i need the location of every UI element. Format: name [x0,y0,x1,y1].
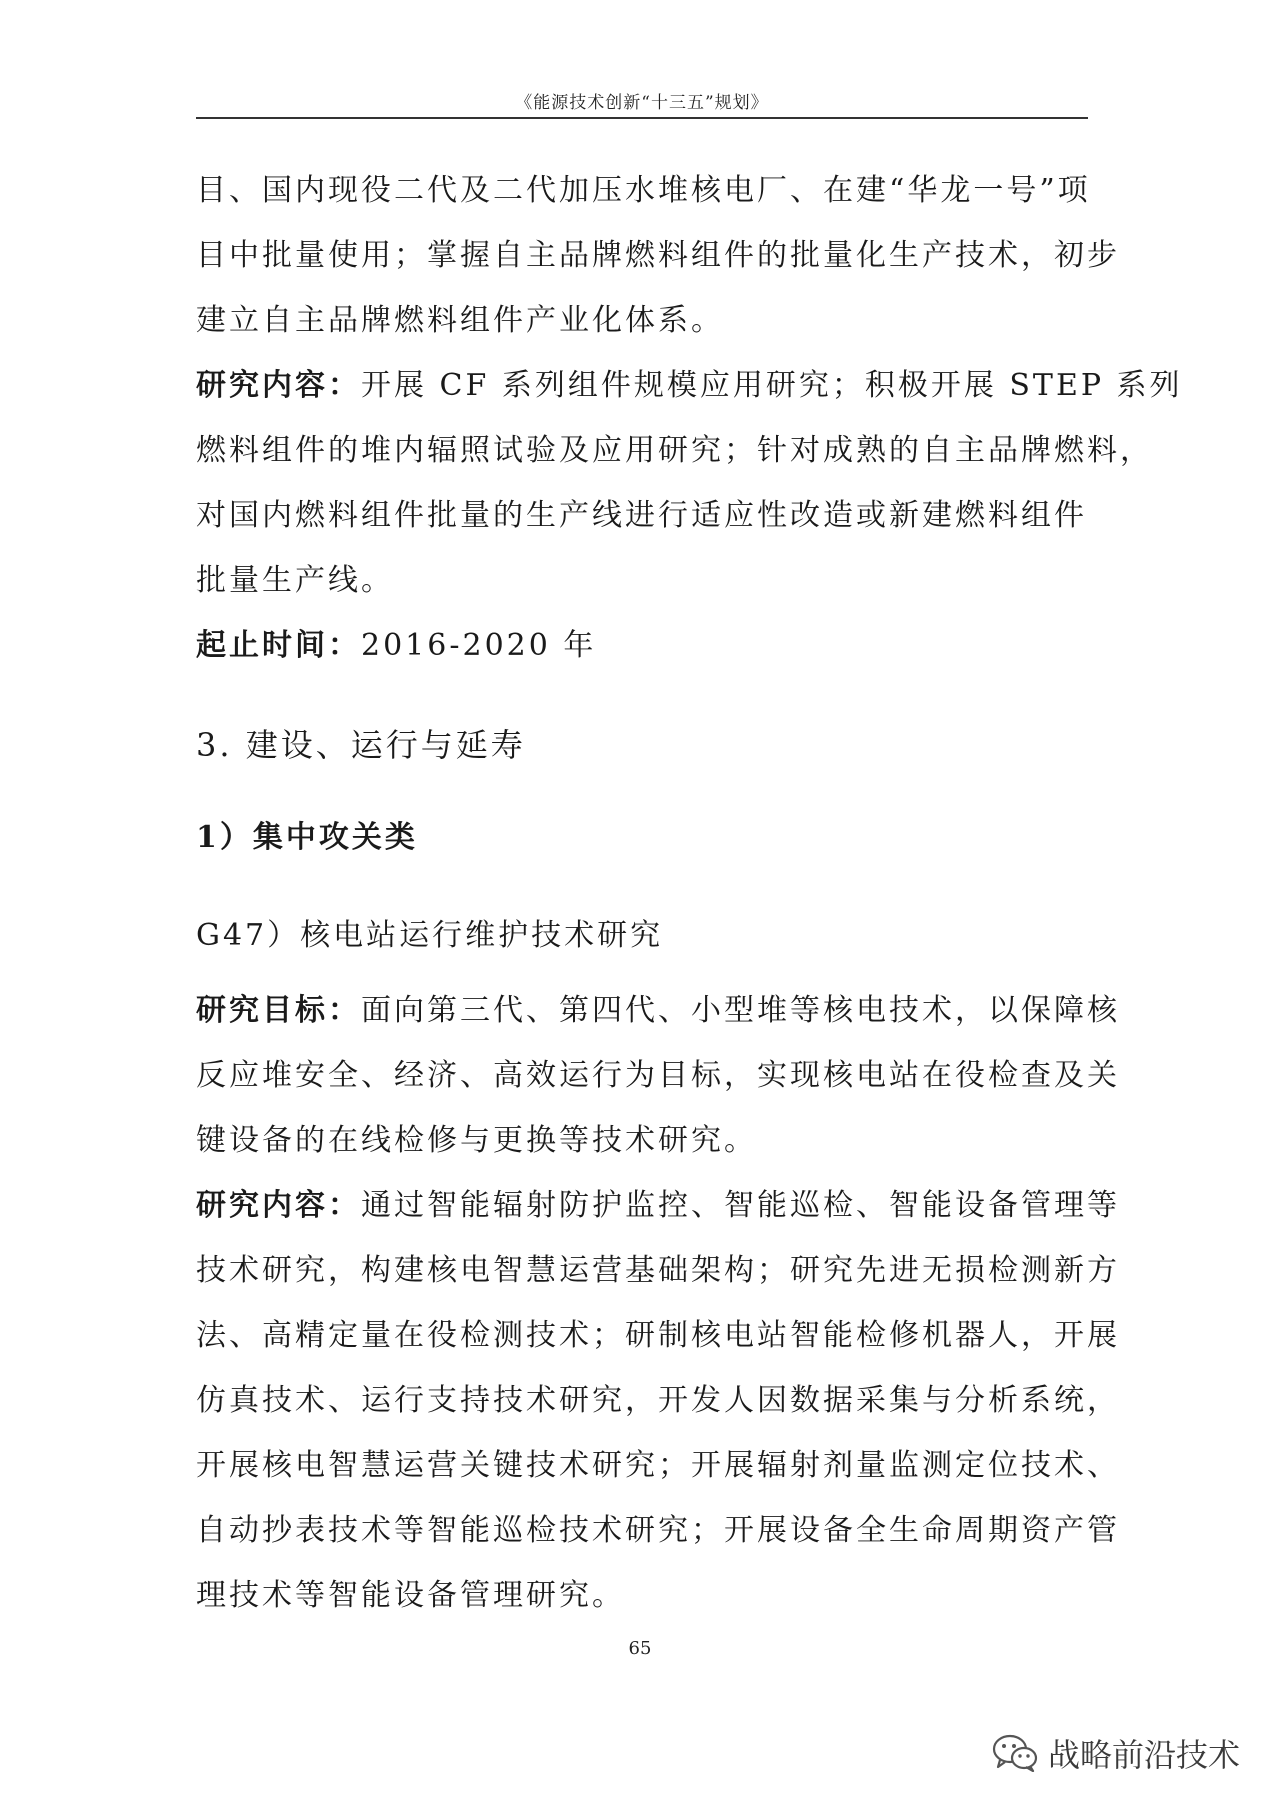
research-goal-line: 反应堆安全、经济、高效运行为目标，实现核电站在役检查及关 [196,1058,1120,1093]
research-goal-line [196,978,1120,1043]
research-content-line: 理技术等智能设备管理研究。 [196,1578,625,1613]
research-content-line: 对国内燃料组件批量的生产线进行适应性改造或新建燃料组件 [196,498,1087,533]
watermark-text: 战略前沿技术 [1047,1736,1240,1774]
research-goal-line: 键设备的在线检修与更换等技术研究。 [196,1123,757,1158]
section-project-g47 [196,978,1120,1628]
research-content-line: 自动抄表技术等智能巡检技术研究；开展设备全生命周期资产管 [196,1513,1120,1548]
page-number: 65 [628,1638,652,1659]
watermark [992,1730,1240,1776]
research-content-text: 开展 CF 系列组件规模应用研究；积极开展 STEP 系列 [361,368,1183,403]
period-label: 起止时间： [196,628,361,663]
research-content-line: 技术研究，构建核电智慧运营基础架构；研究先进无损检测新方 [196,1253,1120,1288]
section-fuel-assembly [196,158,1183,678]
research-content-line [196,353,1183,418]
research-content-line: 燃料组件的堆内辐照试验及应用研究；针对成熟的自主品牌燃料， [196,433,1153,468]
paragraph-line: 建立自主品牌燃料组件产业化体系。 [196,303,724,338]
research-goal-text: 面向第三代、第四代、小型堆等核电技术，以保障核 [361,993,1120,1028]
paragraph-line: 目中批量使用；掌握自主品牌燃料组件的批量化生产技术，初步 [196,238,1120,273]
research-goal-label: 研究目标： [196,993,361,1028]
paragraph-line: 目、国内现役二代及二代加压水堆核电厂、在建“华龙一号”项 [196,173,1091,208]
category-heading: 1）集中攻关类 [196,820,418,855]
research-content-line [196,1173,1120,1238]
chapter-heading: 3. 建设、运行与延寿 [196,726,526,764]
period-value: 2016-2020 年 [361,628,597,663]
research-content-text: 通过智能辐射防护监控、智能巡检、智能设备管理等 [361,1188,1120,1223]
wechat-icon [992,1734,1038,1772]
research-content-label: 研究内容： [196,1188,361,1223]
research-content-line: 法、高精定量在役检测技术；研制核电站智能检修机器人，开展 [196,1318,1120,1353]
research-content-label: 研究内容： [196,368,361,403]
project-heading: G47）核电站运行维护技术研究 [196,918,664,953]
research-content-line: 仿真技术、运行支持技术研究，开发人因数据采集与分析系统， [196,1383,1120,1418]
header-divider [196,117,1088,119]
research-content-line: 开展核电智慧运营关键技术研究；开展辐射剂量监测定位技术、 [196,1448,1120,1483]
page-header-title: 《能源技术创新“十三五”规划》 [515,93,769,113]
period-line [196,613,1092,678]
research-content-line: 批量生产线。 [196,563,394,598]
